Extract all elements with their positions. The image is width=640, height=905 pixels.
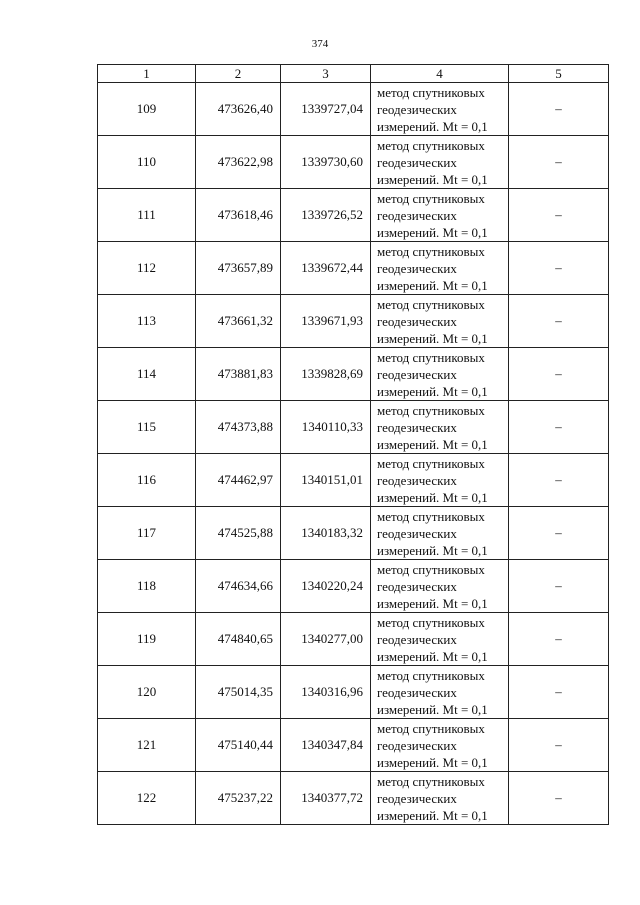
method-line: измерений. Mt = 0,1 (377, 383, 488, 399)
table-row (98, 719, 609, 772)
table-row (98, 242, 609, 295)
x-coordinate-cell: 473657,89 (196, 242, 281, 295)
table-row (98, 560, 609, 613)
method-cell (371, 136, 509, 189)
method-line: геодезических (377, 631, 457, 647)
x-coordinate-cell: 474462,97 (196, 454, 281, 507)
method-line: измерений. Mt = 0,1 (377, 754, 488, 770)
table-body (98, 83, 609, 825)
column-5-cell: – (509, 666, 609, 719)
method-line: геодезических (377, 154, 457, 170)
point-number-cell: 117 (98, 507, 196, 560)
column-5-cell: – (509, 719, 609, 772)
method-line: геодезических (377, 737, 457, 753)
x-coordinate-cell: 473618,46 (196, 189, 281, 242)
header-row (98, 65, 609, 83)
y-coordinate-cell: 1340377,72 (281, 772, 371, 825)
method-cell (371, 83, 509, 136)
method-line: измерений. Mt = 0,1 (377, 542, 488, 558)
method-line: измерений. Mt = 0,1 (377, 171, 488, 187)
point-number-cell: 119 (98, 613, 196, 666)
column-5-cell: – (509, 772, 609, 825)
method-line: геодезических (377, 472, 457, 488)
method-line: метод спутниковых (377, 402, 485, 418)
method-line: геодезических (377, 419, 457, 435)
method-line: измерений. Mt = 0,1 (377, 489, 488, 505)
column-5-cell: – (509, 454, 609, 507)
x-coordinate-cell: 473622,98 (196, 136, 281, 189)
method-line: метод спутниковых (377, 614, 485, 630)
column-5-cell: – (509, 189, 609, 242)
method-line: геодезических (377, 684, 457, 700)
header-cell-2: 2 (196, 65, 281, 83)
column-5-cell: – (509, 348, 609, 401)
method-line: измерений. Mt = 0,1 (377, 595, 488, 611)
method-cell (371, 507, 509, 560)
point-number-cell: 120 (98, 666, 196, 719)
column-5-cell: – (509, 613, 609, 666)
y-coordinate-cell: 1340220,24 (281, 560, 371, 613)
method-line: измерений. Mt = 0,1 (377, 648, 488, 664)
method-line: метод спутниковых (377, 720, 485, 736)
point-number-cell: 109 (98, 83, 196, 136)
x-coordinate-cell: 474525,88 (196, 507, 281, 560)
method-cell (371, 613, 509, 666)
method-line: измерений. Mt = 0,1 (377, 330, 488, 346)
x-coordinate-cell: 474634,66 (196, 560, 281, 613)
y-coordinate-cell: 1340151,01 (281, 454, 371, 507)
column-5-cell: – (509, 507, 609, 560)
point-number-cell: 113 (98, 295, 196, 348)
y-coordinate-cell: 1340110,33 (281, 401, 371, 454)
table-row (98, 83, 609, 136)
method-line: метод спутниковых (377, 190, 485, 206)
method-cell (371, 401, 509, 454)
method-line: измерений. Mt = 0,1 (377, 807, 488, 823)
method-cell (371, 189, 509, 242)
method-line: метод спутниковых (377, 667, 485, 683)
method-line: измерений. Mt = 0,1 (377, 701, 488, 717)
method-line: измерений. Mt = 0,1 (377, 436, 488, 452)
y-coordinate-cell: 1339727,04 (281, 83, 371, 136)
x-coordinate-cell: 473661,32 (196, 295, 281, 348)
method-line: метод спутниковых (377, 561, 485, 577)
y-coordinate-cell: 1340316,96 (281, 666, 371, 719)
table-row (98, 772, 609, 825)
header-cell-5: 5 (509, 65, 609, 83)
method-cell (371, 666, 509, 719)
method-line: метод спутниковых (377, 137, 485, 153)
header-cell-4: 4 (371, 65, 509, 83)
x-coordinate-cell: 475237,22 (196, 772, 281, 825)
method-line: геодезических (377, 207, 457, 223)
method-cell (371, 348, 509, 401)
method-line: метод спутниковых (377, 84, 485, 100)
table-row (98, 136, 609, 189)
method-line: метод спутниковых (377, 243, 485, 259)
y-coordinate-cell: 1340277,00 (281, 613, 371, 666)
method-cell (371, 454, 509, 507)
column-5-cell: – (509, 560, 609, 613)
method-line: геодезических (377, 260, 457, 276)
y-coordinate-cell: 1339671,93 (281, 295, 371, 348)
method-cell (371, 295, 509, 348)
x-coordinate-cell: 475014,35 (196, 666, 281, 719)
y-coordinate-cell: 1339828,69 (281, 348, 371, 401)
point-number-cell: 116 (98, 454, 196, 507)
x-coordinate-cell: 473626,40 (196, 83, 281, 136)
point-number-cell: 121 (98, 719, 196, 772)
method-line: геодезических (377, 525, 457, 541)
column-5-cell: – (509, 242, 609, 295)
x-coordinate-cell: 474373,88 (196, 401, 281, 454)
method-line: метод спутниковых (377, 296, 485, 312)
method-line: геодезических (377, 313, 457, 329)
method-line: метод спутниковых (377, 773, 485, 789)
x-coordinate-cell: 474840,65 (196, 613, 281, 666)
table-row (98, 348, 609, 401)
method-line: измерений. Mt = 0,1 (377, 224, 488, 240)
table-header (98, 65, 609, 83)
y-coordinate-cell: 1340347,84 (281, 719, 371, 772)
y-coordinate-cell: 1339672,44 (281, 242, 371, 295)
coordinates-table (97, 64, 609, 825)
y-coordinate-cell: 1339730,60 (281, 136, 371, 189)
method-cell (371, 560, 509, 613)
method-line: метод спутниковых (377, 455, 485, 471)
method-line: геодезических (377, 366, 457, 382)
table-row (98, 666, 609, 719)
header-cell-1: 1 (98, 65, 196, 83)
table-row (98, 401, 609, 454)
table-row (98, 189, 609, 242)
method-cell (371, 242, 509, 295)
method-line: геодезических (377, 101, 457, 117)
table-row (98, 507, 609, 560)
x-coordinate-cell: 473881,83 (196, 348, 281, 401)
method-line: геодезических (377, 790, 457, 806)
point-number-cell: 114 (98, 348, 196, 401)
point-number-cell: 111 (98, 189, 196, 242)
page-number: 374 (311, 38, 329, 50)
method-cell (371, 719, 509, 772)
y-coordinate-cell: 1339726,52 (281, 189, 371, 242)
column-5-cell: – (509, 83, 609, 136)
header-cell-3: 3 (281, 65, 371, 83)
column-5-cell: – (509, 401, 609, 454)
column-5-cell: – (509, 136, 609, 189)
method-line: измерений. Mt = 0,1 (377, 118, 488, 134)
table-row (98, 295, 609, 348)
method-cell (371, 772, 509, 825)
x-coordinate-cell: 475140,44 (196, 719, 281, 772)
method-line: измерений. Mt = 0,1 (377, 277, 488, 293)
method-line: геодезических (377, 578, 457, 594)
method-line: метод спутниковых (377, 349, 485, 365)
point-number-cell: 115 (98, 401, 196, 454)
point-number-cell: 112 (98, 242, 196, 295)
point-number-cell: 110 (98, 136, 196, 189)
table-row (98, 454, 609, 507)
point-number-cell: 118 (98, 560, 196, 613)
y-coordinate-cell: 1340183,32 (281, 507, 371, 560)
column-5-cell: – (509, 295, 609, 348)
method-line: метод спутниковых (377, 508, 485, 524)
point-number-cell: 122 (98, 772, 196, 825)
table-row (98, 613, 609, 666)
